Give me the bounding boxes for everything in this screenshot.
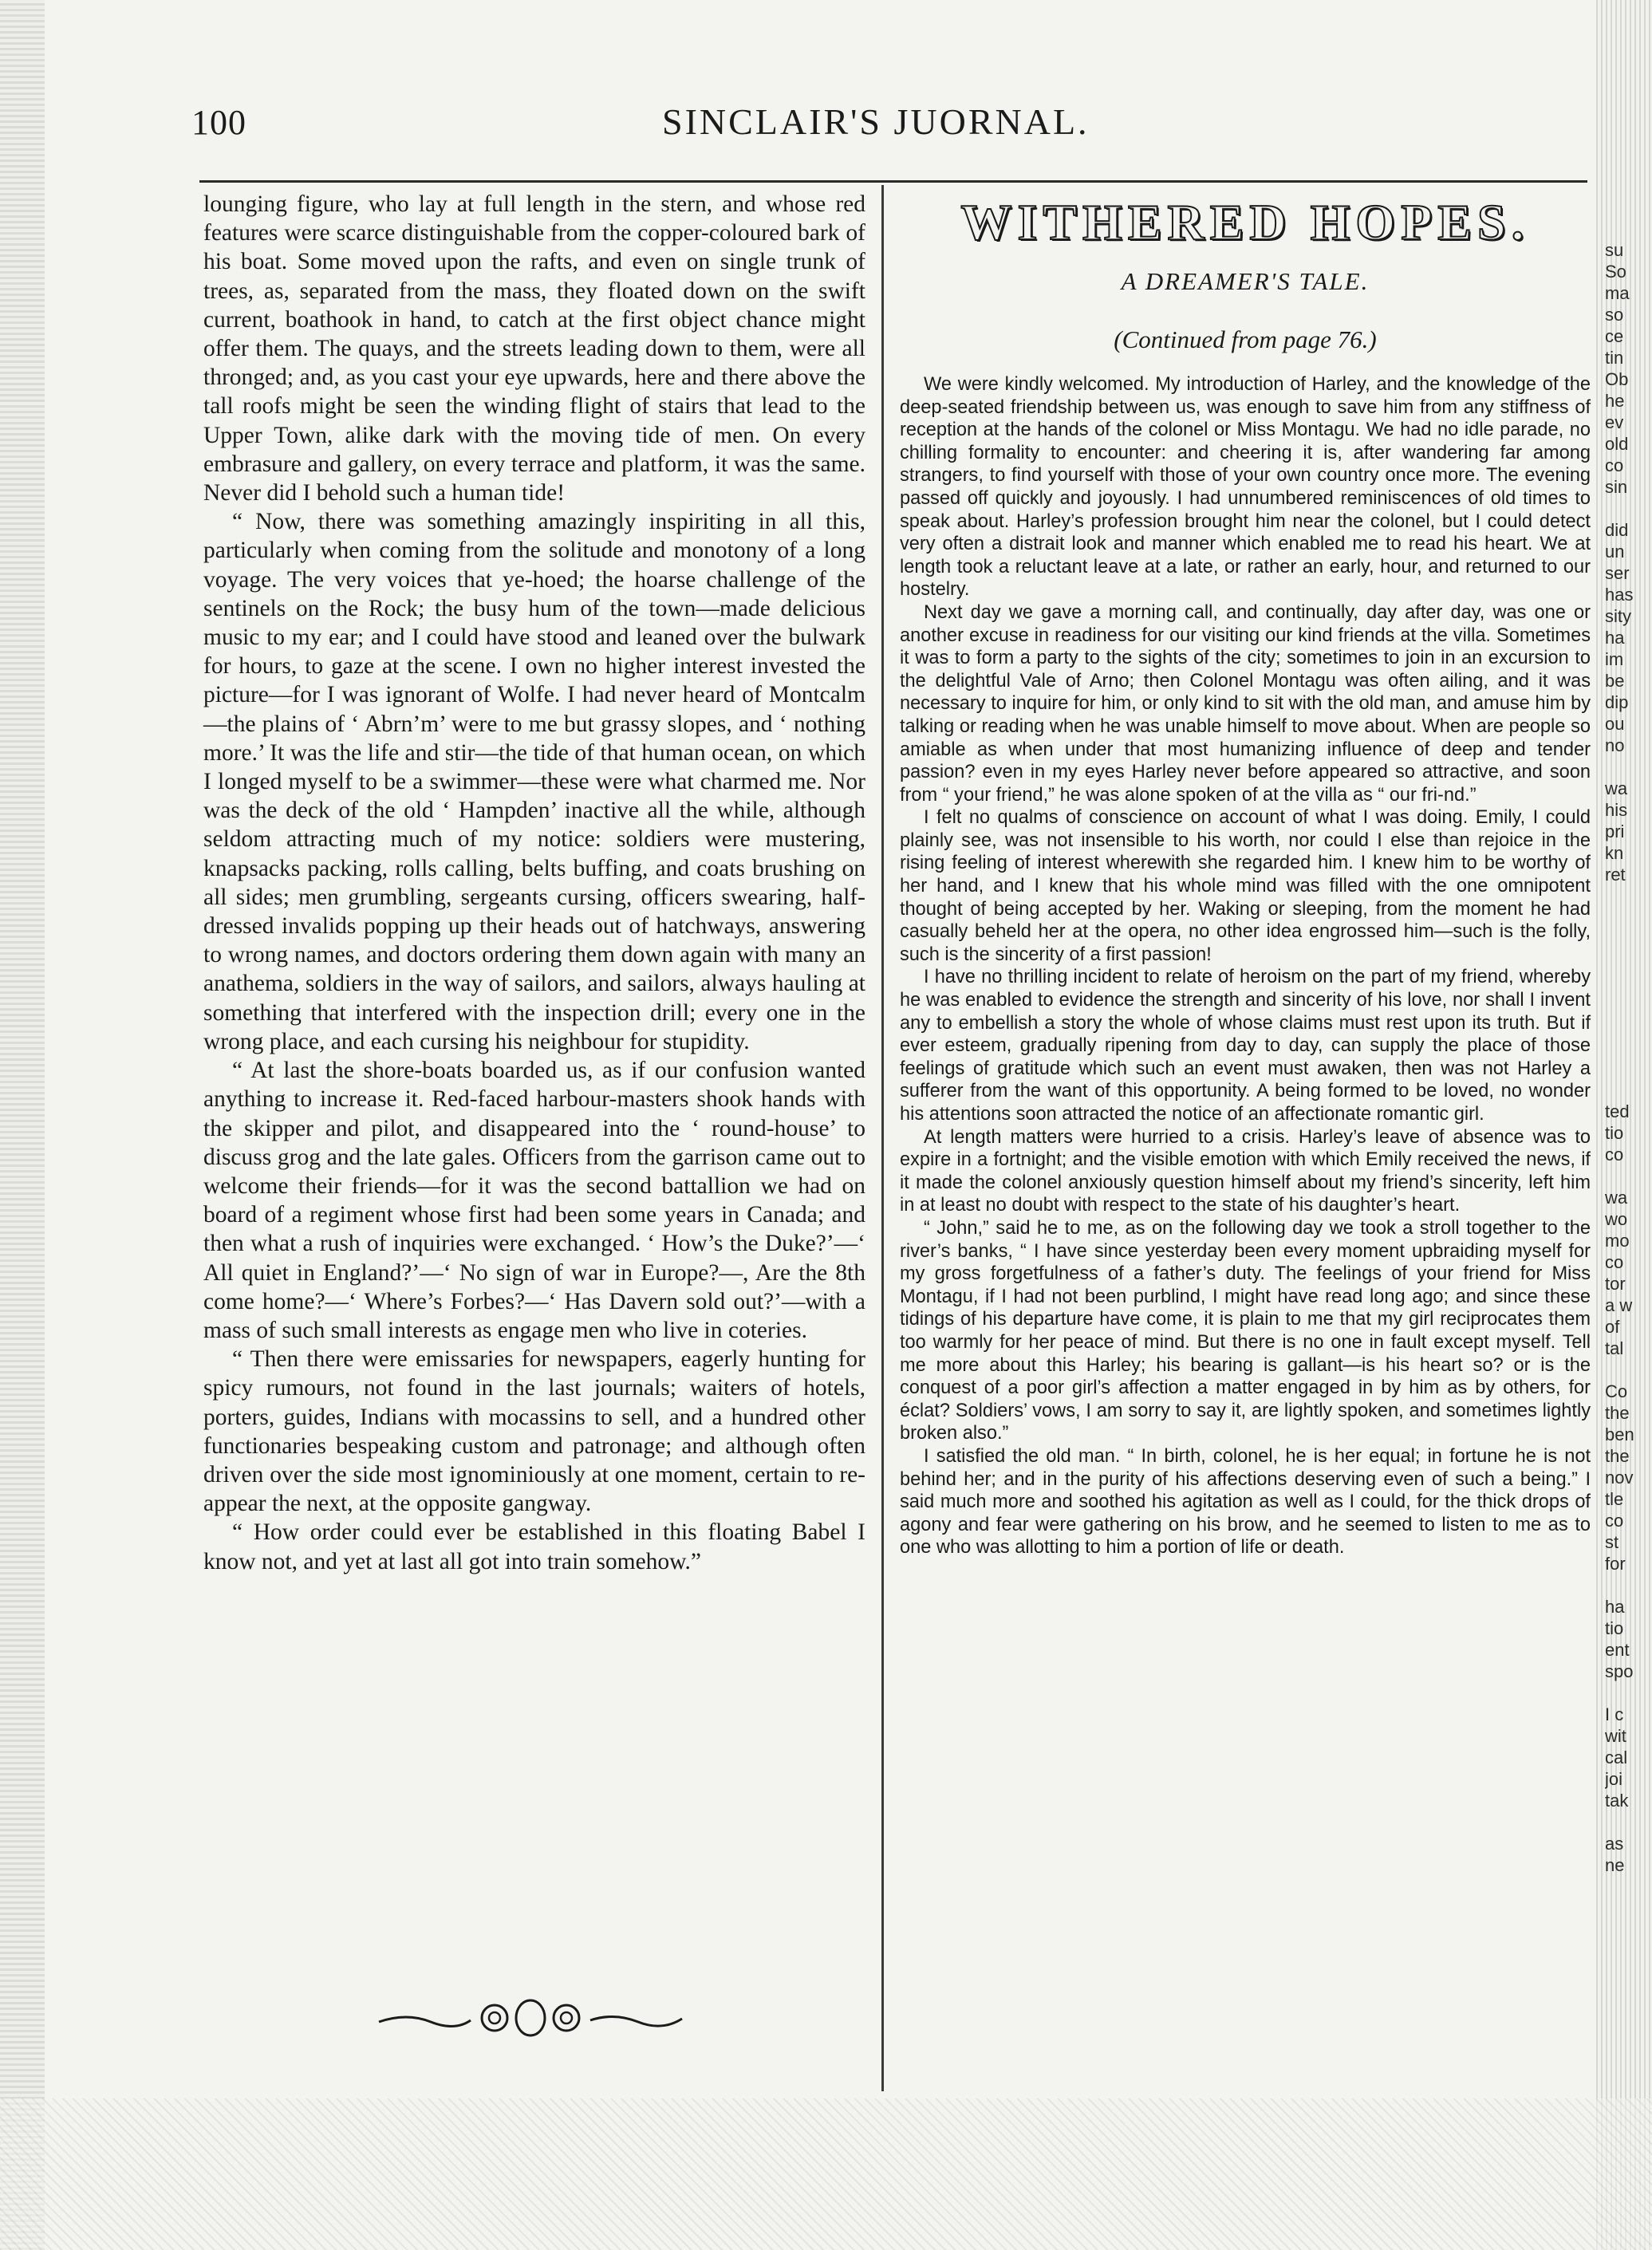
- next-column-fragment: for: [1605, 1554, 1626, 1574]
- next-column-fragment: pri: [1605, 822, 1625, 841]
- next-column-fragment: tio: [1605, 1618, 1624, 1638]
- running-head: SINCLAIR'S JUORNAL.: [662, 101, 1090, 142]
- next-column-fragment: su: [1605, 240, 1624, 260]
- next-column-fragment: ou: [1605, 714, 1625, 734]
- right-paragraph-7: I satisfied the old man. “ In birth, colonel, he is her equal; in fortune he is not behind her; and in the purity of his affections deserving even of such a being.” I said much more and soothed his agitation as well as I could, for the thick drops of agony and fear were gathering on his brow, and he seemed to listen to me as to one who was allotting to him a portion of life or death.: [900, 1445, 1591, 1558]
- next-column-fragment: ha: [1605, 1597, 1625, 1617]
- right-paragraph-4: I have no thrilling incident to relate of heroism on the part of my friend, whereby he was enabled to evidence the strength and sincerity of his love, nor shall I invent any to embellish a story the whole of whose claims must rest upon its truth. But if ever esteem, gradually ripening from day to day, can supply the place of those feelings of gratitude which such an event must awaken, then was not Harley a sufferer from the want of this opportunity. A being formed to be loved, no wonder his attentions soon attracted the notice of an affectionate romantic girl.: [900, 967, 1591, 1125]
- next-column-fragment: [1605, 1079, 1652, 1101]
- next-column-fragment: ent: [1605, 1640, 1630, 1660]
- next-column-fragment: [1605, 1811, 1652, 1833]
- next-column-fragment: kn: [1605, 843, 1624, 863]
- next-column-fragment: he: [1605, 391, 1625, 411]
- left-paragraph-3: “ At last the shore-boats boarded us, as if our confusion wanted anything to increase it. Red-faced harbour-masters shook hands with the skipper and pilot, and disappeared into the ‘ round-house’ to discuss grog and the late gales. Officers from the garrison came out to welcome their friends—for it was the second battallion we had on board of a regiment whose first had been some years in Canada; and then what a rush of inquiries were exchanged. ‘ How’s the Duke?’—‘ All quiet in England?’—‘ No sign of war in Europe?—, Are the 8th come home?—‘ Where’s Forbes?—‘ Has Davern sold out?’—with a mass of such small interests as engage men who live in coteries.: [203, 1058, 865, 1343]
- next-column-fragment: Ob: [1605, 369, 1629, 389]
- next-column-fragment: as: [1605, 1834, 1624, 1854]
- next-column-fragment: co: [1605, 1145, 1624, 1164]
- next-column-fragment: his: [1605, 800, 1628, 820]
- next-column-fragment: [1605, 1359, 1652, 1381]
- continued-note: (Continued from page 76.): [1114, 325, 1377, 353]
- left-column: [203, 190, 865, 1576]
- scan-bottom-noise: [0, 2098, 1652, 2250]
- next-column-fragment: [1605, 885, 1652, 907]
- page-number: 100: [191, 103, 246, 142]
- scan-left-edge-noise: [0, 0, 45, 2250]
- next-column-fragment: I c: [1605, 1704, 1624, 1724]
- next-column-fragment: ne: [1605, 1855, 1625, 1875]
- next-column-fragment: sity: [1605, 606, 1631, 626]
- next-column-fragment: be: [1605, 671, 1625, 691]
- next-column-fragment: Co: [1605, 1381, 1628, 1401]
- next-column-fragment: [1605, 1682, 1652, 1704]
- right-paragraph-1: We were kindly welcomed. My introduction of Harley, and the knowledge of the deep-seated friendship between us, was enough to save him from any stiffness of reception at the hands of the colonel or Miss Montagu. We had no idle parade, no chilling formality to encounter: and cheering it is, after wandering far among strangers, to find yourself with those of your own country once more. The evening passed off quickly and joyously. I had unnumbered reminiscences of old times to speak about. Harley’s profession brought him near the colonel, but I could detect very often a distrait look and manner which enabled me to read his heart. We at length took a reluctant leave at a late, or rather an early, hour, and returned to our hostelry.: [900, 374, 1591, 601]
- decorative-flourish: [375, 1998, 686, 2038]
- right-paragraph-6: “ John,” said he to me, as on the following day we took a stroll together to the river’s banks, “ I have since yesterday been every moment upbraiding myself for my gross forgetfulness of a father’s duty. The feelings of your friend for Miss Montagu, if I had not been purblind, I might have read long ago; and since these tidings of his departure have come, it is plain to me that my girl reciprocates them too warmly for her peace of mind. But there is no one in fault except myself. Tell me more about this Harley; his bearing is gallant—is his heart so? or is the conquest of a poor girl’s affection a matter engaged in by him as by others, for éclat? Soldiers’ vows, I am sorry to say it, are lightly spoken, and sometimes lightly broken also.”: [900, 1217, 1591, 1444]
- next-column-fragment: has: [1605, 585, 1634, 605]
- next-column-fragment: [1605, 1165, 1652, 1187]
- header-rule: [199, 180, 1587, 183]
- next-column-fragments: [1605, 239, 1652, 2233]
- next-column-fragment: [1605, 756, 1652, 778]
- next-column-fragment: wa: [1605, 778, 1628, 798]
- next-column-fragment: spo: [1605, 1661, 1634, 1681]
- next-column-fragment: no: [1605, 735, 1625, 755]
- next-column-fragment: mo: [1605, 1231, 1630, 1251]
- next-column-fragment: co: [1605, 1511, 1624, 1531]
- next-column-fragment: [1605, 907, 1652, 928]
- next-column-fragment: of: [1605, 1317, 1620, 1337]
- right-paragraph-3: I felt no qualms of conscience on account of what I was doing. Emily, I could plainly see, was not insensible to his worth, nor could I else than rejoice in the rising feeling of interest wherewith she regarded him. I knew him to be worthy of her hand, and I knew that his whole mind was filled with the one omnipotent thought of being accepted by her. Waking or sleeping, from the moment he had casually beheld her at the opera, no other idea engrossed him—such is the folly, such is the sincerity of a first passion!: [900, 807, 1591, 965]
- next-column-fragment: tak: [1605, 1791, 1629, 1811]
- next-column-fragment: cal: [1605, 1748, 1628, 1767]
- story-subtitle: A DREAMER'S TALE.: [1121, 267, 1370, 295]
- next-column-fragment: un: [1605, 542, 1625, 562]
- next-column-fragment: wit: [1605, 1726, 1626, 1746]
- next-column-fragment: [1605, 498, 1652, 519]
- next-column-fragment: old: [1605, 434, 1629, 454]
- next-column-fragment: co: [1605, 1252, 1624, 1272]
- left-paragraph-1: lounging figure, who lay at full length in the stern, and whose red features were scarce distinguishable from the copper-coloured bark of his boat. Some moved upon the rafts, and even on single trunk of trees, as, separated from the mass, they floated down on the swift current, boathook in hand, to catch at the first object chance might offer them. The quays, and the streets leading down to them, were all thronged; and, as you cast your eye upwards, here and there above the tall roofs might be seen the winding flight of stairs that lead to the Upper Town, alike dark with the moving tide of men. On every embrasure and gallery, on every terrace and platform, it was the same. Never did I behold such a human tide!: [203, 191, 865, 506]
- next-column-fragment: [1605, 993, 1652, 1015]
- left-paragraph-5: “ How order could ever be established in this floating Babel I know not, and yet at last all got into train somehow.”: [203, 1519, 865, 1574]
- next-column-fragment: [1605, 1036, 1652, 1058]
- next-column-fragment: So: [1605, 262, 1626, 282]
- next-column-fragment: ser: [1605, 563, 1630, 583]
- next-column-fragment: co: [1605, 455, 1624, 475]
- next-column-fragment: [1605, 1574, 1652, 1596]
- next-column-fragment: tor: [1605, 1274, 1626, 1294]
- column-rule: [881, 185, 884, 2091]
- left-paragraph-4: “ Then there were emissaries for newspapers, eagerly hunting for spicy rumours, not found in the last journals; waiters of hotels, porters, guides, Indians with mocassins to sell, and a hundred other functionaries bespeaking custom and patronage; and although often driven over the side most ignominiously at one moment, certain to re-appear the next, at the opposite gangway.: [203, 1346, 865, 1517]
- next-column-fragment: tio: [1605, 1123, 1624, 1143]
- next-column-fragment: did: [1605, 520, 1629, 540]
- story-body: [900, 373, 1591, 1559]
- next-column-fragment: a w: [1605, 1295, 1633, 1315]
- story-title: WITHERED HOPES.: [960, 194, 1530, 250]
- next-column-fragment: [1605, 1015, 1652, 1036]
- next-column-fragment: dip: [1605, 692, 1629, 712]
- next-column-fragment: [1605, 928, 1652, 950]
- next-column-fragment: nov: [1605, 1468, 1634, 1488]
- next-column-fragment: [1605, 1058, 1652, 1079]
- next-column-fragment: im: [1605, 649, 1624, 669]
- next-column-fragment: sin: [1605, 477, 1628, 497]
- next-column-fragment: wa: [1605, 1188, 1628, 1208]
- next-column-fragment: ma: [1605, 283, 1630, 303]
- next-column-fragment: [1605, 950, 1652, 971]
- next-column-fragment: wo: [1605, 1209, 1628, 1229]
- next-column-fragment: the: [1605, 1446, 1630, 1466]
- next-column-fragment: tal: [1605, 1338, 1624, 1358]
- next-column-fragment: tle: [1605, 1489, 1624, 1509]
- next-column-fragment: ha: [1605, 628, 1625, 648]
- next-column-fragment: ted: [1605, 1101, 1630, 1121]
- next-column-fragment: ev: [1605, 412, 1624, 432]
- next-column-fragment: so: [1605, 305, 1624, 325]
- next-column-fragment: the: [1605, 1403, 1630, 1423]
- right-column: [900, 188, 1591, 1559]
- next-column-fragment: joi: [1605, 1769, 1623, 1789]
- next-column-fragment: ben: [1605, 1424, 1634, 1444]
- next-column-fragment: ce: [1605, 326, 1624, 346]
- next-column-fragment: ret: [1605, 865, 1626, 885]
- next-column-fragment: st: [1605, 1532, 1619, 1552]
- next-column-fragment: tin: [1605, 348, 1624, 368]
- left-paragraph-2: “ Now, there was something amazingly inspiriting in all this, particularly when coming from the solitude and monotony of a long voyage. The very voices that ye-hoed; the hoarse challenge of the sentinels on the Rock; the busy hum of the town—made delicious music to my ear; and I could have stood and leaned over the bulwark for hours, to gaze at the scene. I own no higher interest invested the picture—for I was ignorant of Wolfe. I had never heard of Montcalm—the plains of ‘ Abrn’m’ were to me but grassy slopes, and ‘ nothing more.’ It was the life and stir—the tide of that human ocean, on which I longed myself to be a swimmer—these were what charmed me. Nor was the deck of the old ‘ Hampden’ inactive all the while, although seldom attracting much of my notice: soldiers were mustering, knapsacks packing, rolls calling, belts buffing, and coats brushing on all sides; men grumbling, sergeants cursing, officers swearing, half-dressed invalids popping up their heads out of hatchways, answering to wrong names, and doctors ordering them down again with many an anathema, soldiers in the way of sailors, and sailors, always hauling at something that interfered with the inspection drill; every one in the wrong place, and each cursing his neighbour for stupidity.: [203, 509, 865, 1054]
- next-column-fragment: [1605, 971, 1652, 993]
- right-paragraph-5: At length matters were hurried to a crisis. Harley’s leave of absence was to expire in a fortnight; and the visible emotion with which Emily received the news, if it made the colonel anxiously question himself about my friend’s sincerity, left him in at least no doubt with respect to the state of his daughter’s heart.: [900, 1126, 1591, 1216]
- right-paragraph-2: Next day we gave a morning call, and continually, day after day, was one or another excuse in readiness for our visiting our kind friends at the villa. Sometimes it was to form a party to the sights of the city; sometimes to join in an excursion to the delightful Vale of Arno; then Colonel Montagu was often ailing, and it was necessary to inquire for him, or only kind to sit with the old man, and amuse him by talking or reading when he was unable himself to move about. When are people so amiable as when under that most humanizing influence of deep and tender passion? even in my eyes Harley never before appeared so attractive, and soon from “ your friend,” he was alone spoken of at the villa as “ our fri-nd.”: [900, 601, 1591, 806]
